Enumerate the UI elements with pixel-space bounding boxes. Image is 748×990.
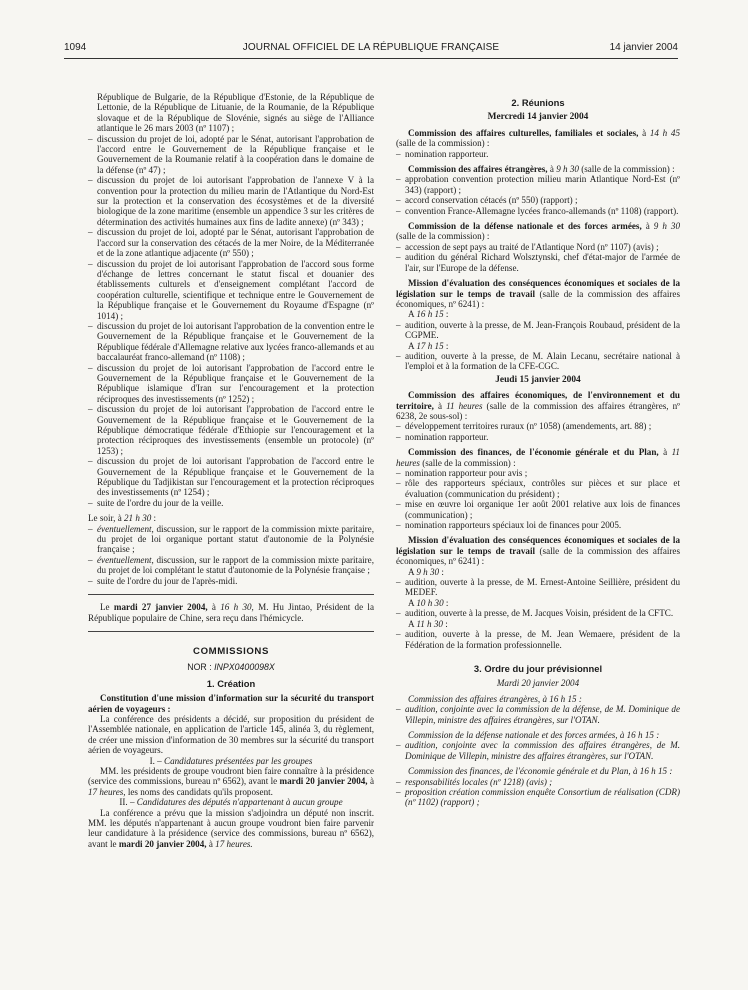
- list-item: – nomination rapporteur pour avis ;: [396, 468, 680, 478]
- list-item: – nomination rapporteur.: [396, 432, 680, 442]
- meeting-block: Commission des affaires étrangères, à 9 h 30 (salle de la commission) : – approbation convention protection milieu marin Atlantique Nord-Est (nº 343) (rapport) ; – accord conservation cétacés (nº 550) (rapport) ; – convention France-Allemagne lycées franco-allemands (nº 1108) (rapport).: [396, 164, 680, 216]
- list-item: – accord conservation cétacés (nº 550) (rapport) ;: [396, 195, 680, 205]
- right-column: [396, 92, 680, 808]
- list-item: – suite de l'ordre du jour de l'après-midi.: [88, 576, 374, 586]
- list-item: – approbation convention protection milieu marin Atlantique Nord-Est (nº 343) (rapport) ;: [396, 174, 680, 195]
- nor-reference: NOR : INPX0400098X: [187, 662, 275, 673]
- list-item: – audition, conjointe avec la commission des affaires étrangères, de M. Dominique de Villepin, ministre des affaires étrangères, sur l'OTAN.: [396, 740, 680, 761]
- list-item: – discussion du projet de loi autorisant l'approbation de l'accord sous forme d'échange de lettres concernant le statut fiscal et douanier des établissements culturels et d'enseignement complétant l'accord de coopération culturelle, scientifique et technique entre le Gouvernement de la République française et le Gouvernement du Royaume d'Espagne (nº 1014) ;: [88, 259, 374, 321]
- mission-block: Mission d'évaluation des conséquences économiques et sociales de la législation sur le temps de travail (salle de la commission des affaires économiques, nº 6241) : A 9 h 30 : – audition, ouverte à la presse, de M. Ernest-Antoine Seillière, président du MEDEF. A 10 h 30 : – audition, ouverte à la presse, de M. Jacques Voisin, président de la CFTC. A 11 h 30 : – audition, ouverte à la presse, de M. Jean Wemaere, président de la Fédération de la formation professionnelle.: [396, 535, 680, 649]
- journal-title: JOURNAL OFFICIEL DE LA RÉPUBLIQUE FRANÇAISE: [242, 42, 500, 53]
- evening-list: [88, 524, 374, 586]
- list-item: – convention France-Allemagne lycées franco-allemands (nº 1108) (rapport).: [396, 206, 680, 216]
- list-item: – audition, conjointe avec la commission de la défense, de M. Dominique de Villepin, ministre des affaires étrangères, sur l'OTAN.: [396, 704, 680, 725]
- list-item: – nomination rapporteurs spéciaux loi de finances pour 2005.: [396, 520, 680, 530]
- left-column: [88, 92, 374, 849]
- list-item: – audition, ouverte à la presse, de M. Jacques Voisin, président de la CFTC.: [396, 608, 680, 618]
- forecast-block: Commission de la défense nationale et des forces armées, à 16 h 15 : – audition, conjointe avec la commission des affaires étrangères, de M. Dominique de Villepin, ministre des affaires étrangères, sur l'OTAN.: [396, 730, 680, 761]
- list-item: – développement territoires ruraux (nº 1058) (amendements, art. 88) ;: [396, 421, 680, 431]
- intro-text: République de Bulgarie, de la République d'Estonie, de la République de Lettonie, de la République de Lituanie, de la Roumanie, de la République slovaque et de la République de Slovénie, signés au siège de l'Alliance atlantique le 26 mars 2003 (nº 1107) ;: [97, 92, 374, 134]
- mission-paragraph: La conférence des présidents a décidé, sur proposition du président de l'Assemblée nationale, en application de l'article 145, alinéa 3, du règlement, de créer une mission d'information de 30 membres sur la sécurité du transport aérien de voyageurs.: [88, 713, 374, 756]
- forecast-block: Commission des affaires étrangères, à 16 h 15 : – audition, conjointe avec la commission de la défense, de M. Dominique de Villepin, ministre des affaires étrangères, sur l'OTAN.: [396, 694, 680, 725]
- day-heading: Jeudi 15 janvier 2004: [495, 374, 581, 385]
- list-item: – audition du général Richard Wolsztynski, chef d'état-major de l'armée de l'air, sur l'Europe de la défense.: [396, 252, 680, 273]
- list-item: – rôle des rapporteurs spéciaux, contrôles sur pièces et sur place et évaluation (communication du président) ;: [396, 478, 680, 499]
- mission-block: Mission d'évaluation des conséquences économiques et sociales de la législation sur le temps de travail (salle de la commission des affaires économiques, nº 6241) : A 16 h 15 : – audition, ouverte à la presse, de M. Jean-François Roubaud, président de la CGPME. A 17 h 15 : – audition, ouverte à la presse, de M. Alain Lecanu, secrétaire national à l'emploi et à la formation de la CFE-CGC.: [396, 278, 680, 372]
- commissions-heading: COMMISSIONS: [193, 645, 269, 657]
- page-header: [64, 42, 678, 58]
- list-item: – audition, ouverte à la presse, de M. Jean-François Roubaud, président de la CGPME.: [396, 320, 680, 341]
- issue-date: 14 janvier 2004: [609, 42, 678, 53]
- list-item: – discussion du projet de loi autorisant l'approbation de l'accord entre le Gouvernement de la République française et le Gouvernement de la République du Tadjikistan sur l'encouragement et la protection réciproques des investissements (nº 1254) ;: [88, 456, 374, 498]
- list-item: – mise en œuvre loi organique 1er août 2001 relative aux lois de finances (communication) ;: [396, 499, 680, 520]
- creation-heading: 1. Création: [206, 677, 256, 689]
- day-heading: Mercredi 14 janvier 2004: [487, 112, 589, 123]
- subsection-paragraph: La conférence a prévu que la mission s'adjoindra un député non inscrit. MM. les députés n'appartenant à aucun groupe voudront bien faire parvenir leur candidature à la présidence (service des commissions, bureau nº 6562), avant le mardi 20 janvier 2004, à 17 heures.: [88, 807, 374, 849]
- list-item: – discussion du projet de loi, adopté par le Sénat, autorisant l'approbation de l'accord entre le Gouvernement de la République française et le Gouvernement de la Roumanie relatif à la coopération dans le domaine de la défense (nº 47) ;: [88, 134, 374, 176]
- list-item: – éventuellement, discussion, sur le rapport de la commission mixte paritaire, du projet de loi organique portant statut d'autonomie de la Polynésie française ;: [88, 524, 374, 555]
- list-item: – éventuellement, discussion, sur le rapport de la commission mixte paritaire, du projet de loi complétant le statut d'autonomie de la Polynésie française ;: [88, 555, 374, 576]
- list-item: – responsabilités locales (nº 1218) (avis) ;: [396, 777, 680, 787]
- list-item: – audition, ouverte à la presse, de M. Alain Lecanu, secrétaire national à l'emploi et à la formation de la CFE-CGC.: [396, 351, 680, 372]
- list-item: – audition, ouverte à la presse, de M. Ernest-Antoine Seillière, président du MEDEF.: [396, 577, 680, 598]
- list-item: – nomination rapporteur.: [396, 149, 680, 159]
- agenda-forecast-heading: 3. Ordre du jour prévisionnel: [473, 662, 603, 674]
- header-rule: [64, 58, 678, 59]
- page-number: 1094: [64, 42, 87, 53]
- meeting-block: Commission des affaires culturelles, familiales et sociales, à 14 h 45 (salle de la commission) : – nomination rapporteur.: [396, 128, 680, 159]
- reunions-heading: 2. Réunions: [511, 97, 565, 108]
- day-heading: Mardi 20 janvier 2004: [496, 678, 580, 689]
- forecast-block: Commission des finances, de l'économie générale et du Plan, à 16 h 15 : – responsabilités locales (nº 1218) (avis) ; – proposition création commission enquête Consortium de réalisation (CDR) (nº 1102) (rapport) ;: [396, 766, 680, 808]
- subsection-title: I. – Candidatures présentées par les groupes: [149, 755, 313, 766]
- announcement: Le mardi 27 janvier 2004, à 16 h 30, M. Hu Jintao, Président de la République populaire de Chine, sera reçu dans l'hémicycle.: [88, 602, 374, 623]
- meeting-block: Commission de la défense nationale et des forces armées, à 9 h 30 (salle de la commission) : – accession de sept pays au traité de l'Atlantique Nord (nº 1107) (avis) ; – audition du général Richard Wolsztynski, chef d'état-major de l'armée de l'air, sur l'Europe de la défense.: [396, 221, 680, 273]
- agenda-list: [88, 134, 374, 509]
- list-item: – suite de l'ordre du jour de la veille.: [88, 498, 374, 508]
- list-item: – discussion du projet de loi autorisant l'approbation de l'accord entre le Gouvernement de la République française et le Gouvernement de la République islamique d'Iran sur l'encouragement et la protection réciproques des investissements (nº 1252) ;: [88, 363, 374, 405]
- section-divider: [88, 631, 374, 632]
- subsection-title: II. – Candidatures des députés n'appartenant à aucun groupe: [119, 797, 343, 808]
- list-item: – audition, ouverte à la presse, de M. Jean Wemaere, président de la Fédération de la formation professionnelle.: [396, 629, 680, 650]
- subsection-paragraph: MM. les présidents de groupe voudront bien faire connaître à la présidence (service des commissions, bureau nº 6562), avant le mardi 20 janvier 2004, à 17 heures, les noms des candidats qu'ils proposent.: [88, 765, 374, 797]
- evening-heading: Le soir, à 21 h 30 :: [88, 513, 157, 524]
- list-item: – discussion du projet de loi, adopté par le Sénat, autorisant l'approbation de l'accord sur la conservation des cétacés de la mer Noire, de la Méditerranée et de la zone atlantique adjacente (nº 550) ;: [88, 227, 374, 258]
- list-item: – proposition création commission enquête Consortium de réalisation (CDR) (nº 1102) (rapport) ;: [396, 787, 680, 808]
- list-item: – accession de sept pays au traité de l'Atlantique Nord (nº 1107) (avis) ;: [396, 242, 680, 252]
- list-item: – discussion du projet de loi autorisant l'approbation de l'annexe V à la convention pour la protection du milieu marin de l'Atlantique du Nord-Est sur la protection et la conservation des écosystèmes et de la diversité biologique de la zone maritime (ensemble un appendice 3 sur les critères de détermination des activités humaines aux fins de ladite annexe) (nº 343) ;: [88, 175, 374, 227]
- meeting-block: Commission des affaires économiques, de l'environnement et du territoire, à 11 heures (salle de la commission des affaires étrangères, nº 6238, 2e sous-sol) : – développement territoires ruraux (nº 1058) (amendements, art. 88) ; – nomination rapporteur.: [396, 390, 680, 442]
- section-divider: [88, 594, 374, 595]
- list-item: – discussion du projet de loi autorisant l'approbation de l'accord entre le Gouvernement de la République française et le Gouvernement de la République démocratique fédérale d'Ethiopie sur l'encouragement et la protection réciproques des investissements (ensemble un protocole) (nº 1253) ;: [88, 404, 374, 456]
- list-item: – discussion du projet de loi autorisant l'approbation de la convention entre le Gouvernement de la République française et le Gouvernement de la République fédérale d'Allemagne relative aux lycées franco-allemands et au baccalauréat franco-allemand (nº 1108) ;: [88, 321, 374, 363]
- meeting-block: Commission des finances, de l'économie générale et du Plan, à 11 heures (salle de la commission) : – nomination rapporteur pour avis ; – rôle des rapporteurs spéciaux, contrôles sur pièces et sur place et évaluation (communication du président) ; – mise en œuvre loi organique 1er août 2001 relative aux lois de finances (communication) ; – nomination rapporteurs spéciaux loi de finances pour 2005.: [396, 447, 680, 530]
- mission-title: Constitution d'une mission d'information sur la sécurité du transport aérien de voyageurs :: [88, 693, 374, 714]
